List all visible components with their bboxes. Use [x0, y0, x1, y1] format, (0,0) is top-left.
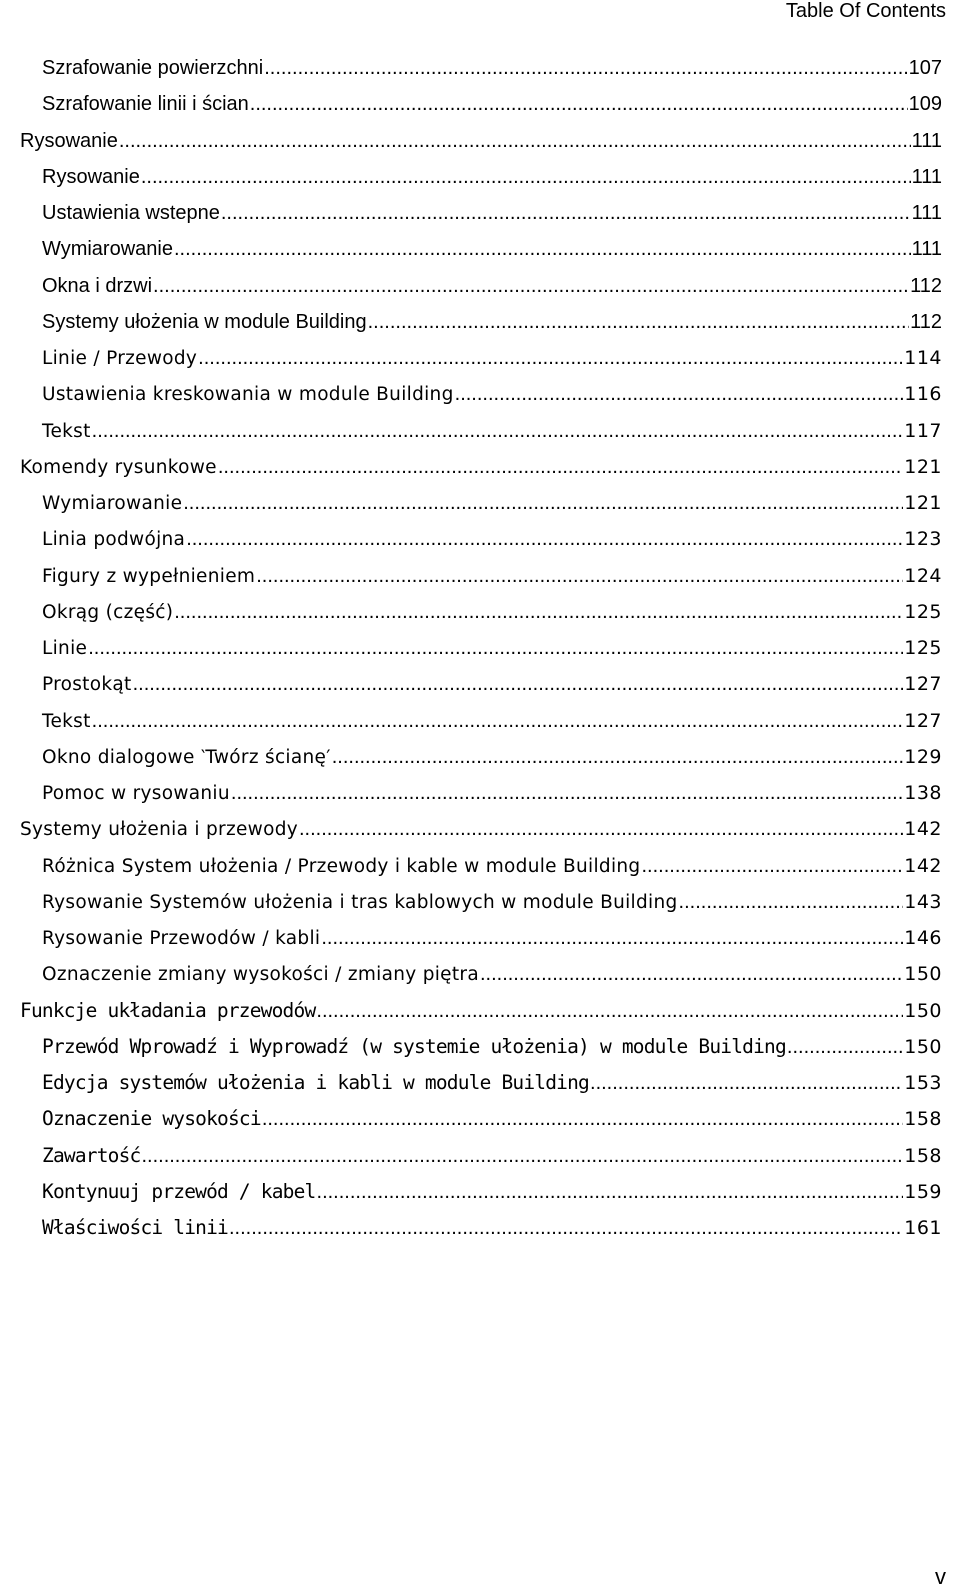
toc-entry[interactable]: [0, 413, 960, 449]
toc-entry-title: Tekst: [42, 710, 91, 732]
toc-entry-title: Pomoc w rysowaniu: [42, 783, 230, 804]
toc-entry-page-number: 111: [911, 202, 942, 224]
toc-entry-title: Przewód Wprowadź i Wyprowadź (w systemie ułożenia) w module Building: [42, 1034, 786, 1058]
dot-leader: [141, 1138, 903, 1174]
toc-entry-title: Komendy rysunkowe: [20, 456, 217, 478]
dot-leader: [590, 1065, 903, 1101]
toc-entry-title: Okno dialogowe ‵Twórz ścianę′: [42, 746, 331, 768]
toc-entry-page-number: 150: [904, 1035, 942, 1058]
toc-entry-page-number: 159: [904, 1180, 942, 1203]
dot-leader: [679, 884, 904, 920]
toc-entry-title: Ustawienia wstepne: [42, 202, 220, 224]
dot-leader: [119, 123, 911, 159]
dot-leader: [198, 340, 903, 376]
toc-entry[interactable]: [0, 1210, 960, 1246]
toc-entry-page-number: 158: [904, 1108, 942, 1131]
toc-entry[interactable]: [0, 703, 960, 739]
dot-leader: [641, 848, 903, 884]
toc-entry[interactable]: [0, 1029, 960, 1065]
toc-entry-page-number: 124: [904, 564, 942, 587]
toc-entry-title: Rysowanie: [20, 129, 118, 152]
toc-entry[interactable]: [0, 1101, 960, 1137]
toc-entry-title: Rysowanie Systemów ułożenia i tras kablowych w module Building: [42, 891, 678, 913]
toc-entry[interactable]: [0, 848, 960, 884]
dot-leader: [262, 1101, 903, 1137]
toc-entry-page-number: 125: [904, 637, 942, 659]
dot-leader: [231, 775, 903, 811]
dot-leader: [480, 956, 903, 992]
toc-entry-page-number: 125: [904, 600, 942, 623]
toc-entry[interactable]: [0, 521, 960, 557]
toc-entry-title: Figury z wypełnieniem: [42, 565, 256, 587]
dot-leader: [153, 268, 909, 304]
dot-leader: [174, 231, 911, 267]
toc-entry[interactable]: [0, 956, 960, 992]
toc-entry-page-number: 111: [911, 238, 942, 261]
table-of-contents: [0, 50, 960, 1246]
dot-leader: [174, 594, 903, 630]
dot-leader: [455, 376, 904, 412]
page-number: v: [935, 1564, 946, 1589]
toc-entry-title: Właściwości linii: [42, 1216, 228, 1239]
toc-entry[interactable]: [0, 159, 960, 195]
toc-entry-page-number: 112: [910, 310, 942, 333]
toc-entry-title: Rysowanie: [42, 165, 140, 188]
toc-entry-title: Zawartość: [42, 1143, 141, 1167]
toc-entry-page-number: 127: [904, 673, 942, 696]
toc-entry-page-number: 129: [904, 745, 942, 768]
toc-entry[interactable]: [0, 666, 960, 702]
toc-entry[interactable]: [0, 195, 960, 231]
toc-entry[interactable]: [0, 630, 960, 666]
toc-entry-page-number: 143: [904, 890, 942, 913]
dot-leader: [141, 159, 911, 195]
toc-entry[interactable]: [0, 485, 960, 521]
toc-entry-title: Ustawienia kreskowania w module Building: [42, 384, 454, 406]
toc-entry[interactable]: [0, 1065, 960, 1101]
toc-entry-title: Rysowanie Przewodów / kabli: [42, 928, 321, 949]
toc-entry[interactable]: [0, 811, 960, 847]
toc-entry-page-number: 123: [904, 528, 942, 551]
toc-entry-page-number: 112: [910, 274, 942, 297]
toc-entry-page-number: 161: [904, 1217, 942, 1239]
dot-leader: [133, 666, 904, 702]
dot-leader: [787, 1029, 903, 1065]
toc-entry-title: Wymiarowanie: [42, 238, 173, 261]
dot-leader: [92, 413, 904, 449]
dot-leader: [317, 1174, 904, 1210]
toc-entry-title: Linie / Przewody: [42, 348, 198, 369]
toc-entry-page-number: 153: [904, 1072, 942, 1094]
toc-entry-page-number: 111: [911, 129, 942, 152]
toc-entry-page-number: 116: [904, 383, 942, 406]
toc-entry[interactable]: [0, 775, 960, 811]
toc-entry-title: Oznaczenie wysokości: [42, 1107, 261, 1131]
dot-leader: [250, 86, 908, 122]
toc-entry-title: Systemy ułożenia w module Building: [42, 310, 367, 333]
toc-entry-page-number: 127: [904, 709, 942, 732]
toc-entry-page-number: 109: [908, 93, 942, 116]
toc-entry-title: Linia podwójna: [42, 529, 186, 551]
dot-leader: [221, 195, 911, 231]
toc-entry-page-number: 142: [904, 818, 942, 841]
dot-leader: [316, 993, 903, 1029]
dot-leader: [299, 811, 903, 847]
dot-leader: [88, 630, 903, 666]
toc-entry-page-number: 146: [904, 927, 942, 949]
toc-entry[interactable]: [0, 884, 960, 920]
toc-entry-page-number: 150: [904, 963, 942, 986]
dot-leader: [229, 1210, 903, 1246]
dot-leader: [332, 739, 904, 775]
toc-entry-title: Linie: [42, 638, 88, 659]
toc-entry-title: Prostokąt: [42, 674, 132, 696]
toc-entry-title: Funkcje układania przewodów: [20, 998, 316, 1022]
dot-leader: [321, 920, 903, 956]
toc-entry-title: Różnica System ułożenia / Przewody i kable w module Building: [42, 855, 641, 877]
dot-leader: [218, 449, 903, 485]
toc-entry[interactable]: [0, 304, 960, 340]
toc-entry-page-number: 142: [904, 854, 942, 877]
toc-entry-title: Systemy ułożenia i przewody: [20, 819, 298, 841]
toc-entry[interactable]: [0, 231, 960, 267]
toc-entry[interactable]: [0, 993, 960, 1029]
toc-entry[interactable]: [0, 594, 960, 630]
toc-entry[interactable]: [0, 558, 960, 594]
toc-entry-page-number: 121: [904, 492, 942, 514]
toc-entry-title: Oznaczenie zmiany wysokości / zmiany piętra: [42, 964, 479, 986]
toc-entry-page-number: 150: [904, 999, 942, 1022]
toc-entry-page-number: 117: [904, 419, 942, 442]
toc-entry[interactable]: [0, 376, 960, 412]
dot-leader: [186, 521, 903, 557]
toc-entry-title: Szrafowanie linii i ścian: [42, 93, 249, 116]
toc-entry-title: Wymiarowanie: [42, 493, 183, 514]
toc-entry-title: Okna i drzwi: [42, 274, 153, 297]
toc-entry-title: Edycja systemów ułożenia i kabli w module Building: [42, 1071, 590, 1094]
dot-leader: [368, 304, 910, 340]
toc-entry[interactable]: [0, 86, 960, 122]
toc-entry-page-number: 111: [911, 165, 942, 188]
toc-entry[interactable]: [0, 739, 960, 775]
toc-entry-page-number: 114: [904, 347, 942, 369]
toc-entry-title: Szrafowanie powierzchni: [42, 57, 264, 79]
toc-entry-page-number: 107: [908, 57, 942, 79]
toc-entry[interactable]: [0, 268, 960, 304]
dot-leader: [264, 50, 907, 86]
toc-entry[interactable]: [0, 50, 960, 86]
toc-entry[interactable]: [0, 920, 960, 956]
toc-entry[interactable]: [0, 449, 960, 485]
toc-entry[interactable]: [0, 340, 960, 376]
toc-entry[interactable]: [0, 1138, 960, 1174]
toc-entry-title: Okrąg (część): [42, 601, 174, 623]
toc-entry-title: Kontynuuj przewód / kabel: [42, 1179, 316, 1203]
toc-entry-title: Tekst: [42, 420, 91, 442]
toc-entry-page-number: 158: [904, 1144, 942, 1167]
toc-entry[interactable]: [0, 123, 960, 159]
dot-leader: [183, 485, 903, 521]
toc-entry[interactable]: [0, 1174, 960, 1210]
toc-entry-page-number: 138: [904, 782, 942, 804]
dot-leader: [92, 703, 904, 739]
toc-entry-page-number: 121: [904, 455, 942, 478]
running-header: Table Of Contents: [785, 0, 946, 22]
dot-leader: [256, 558, 903, 594]
